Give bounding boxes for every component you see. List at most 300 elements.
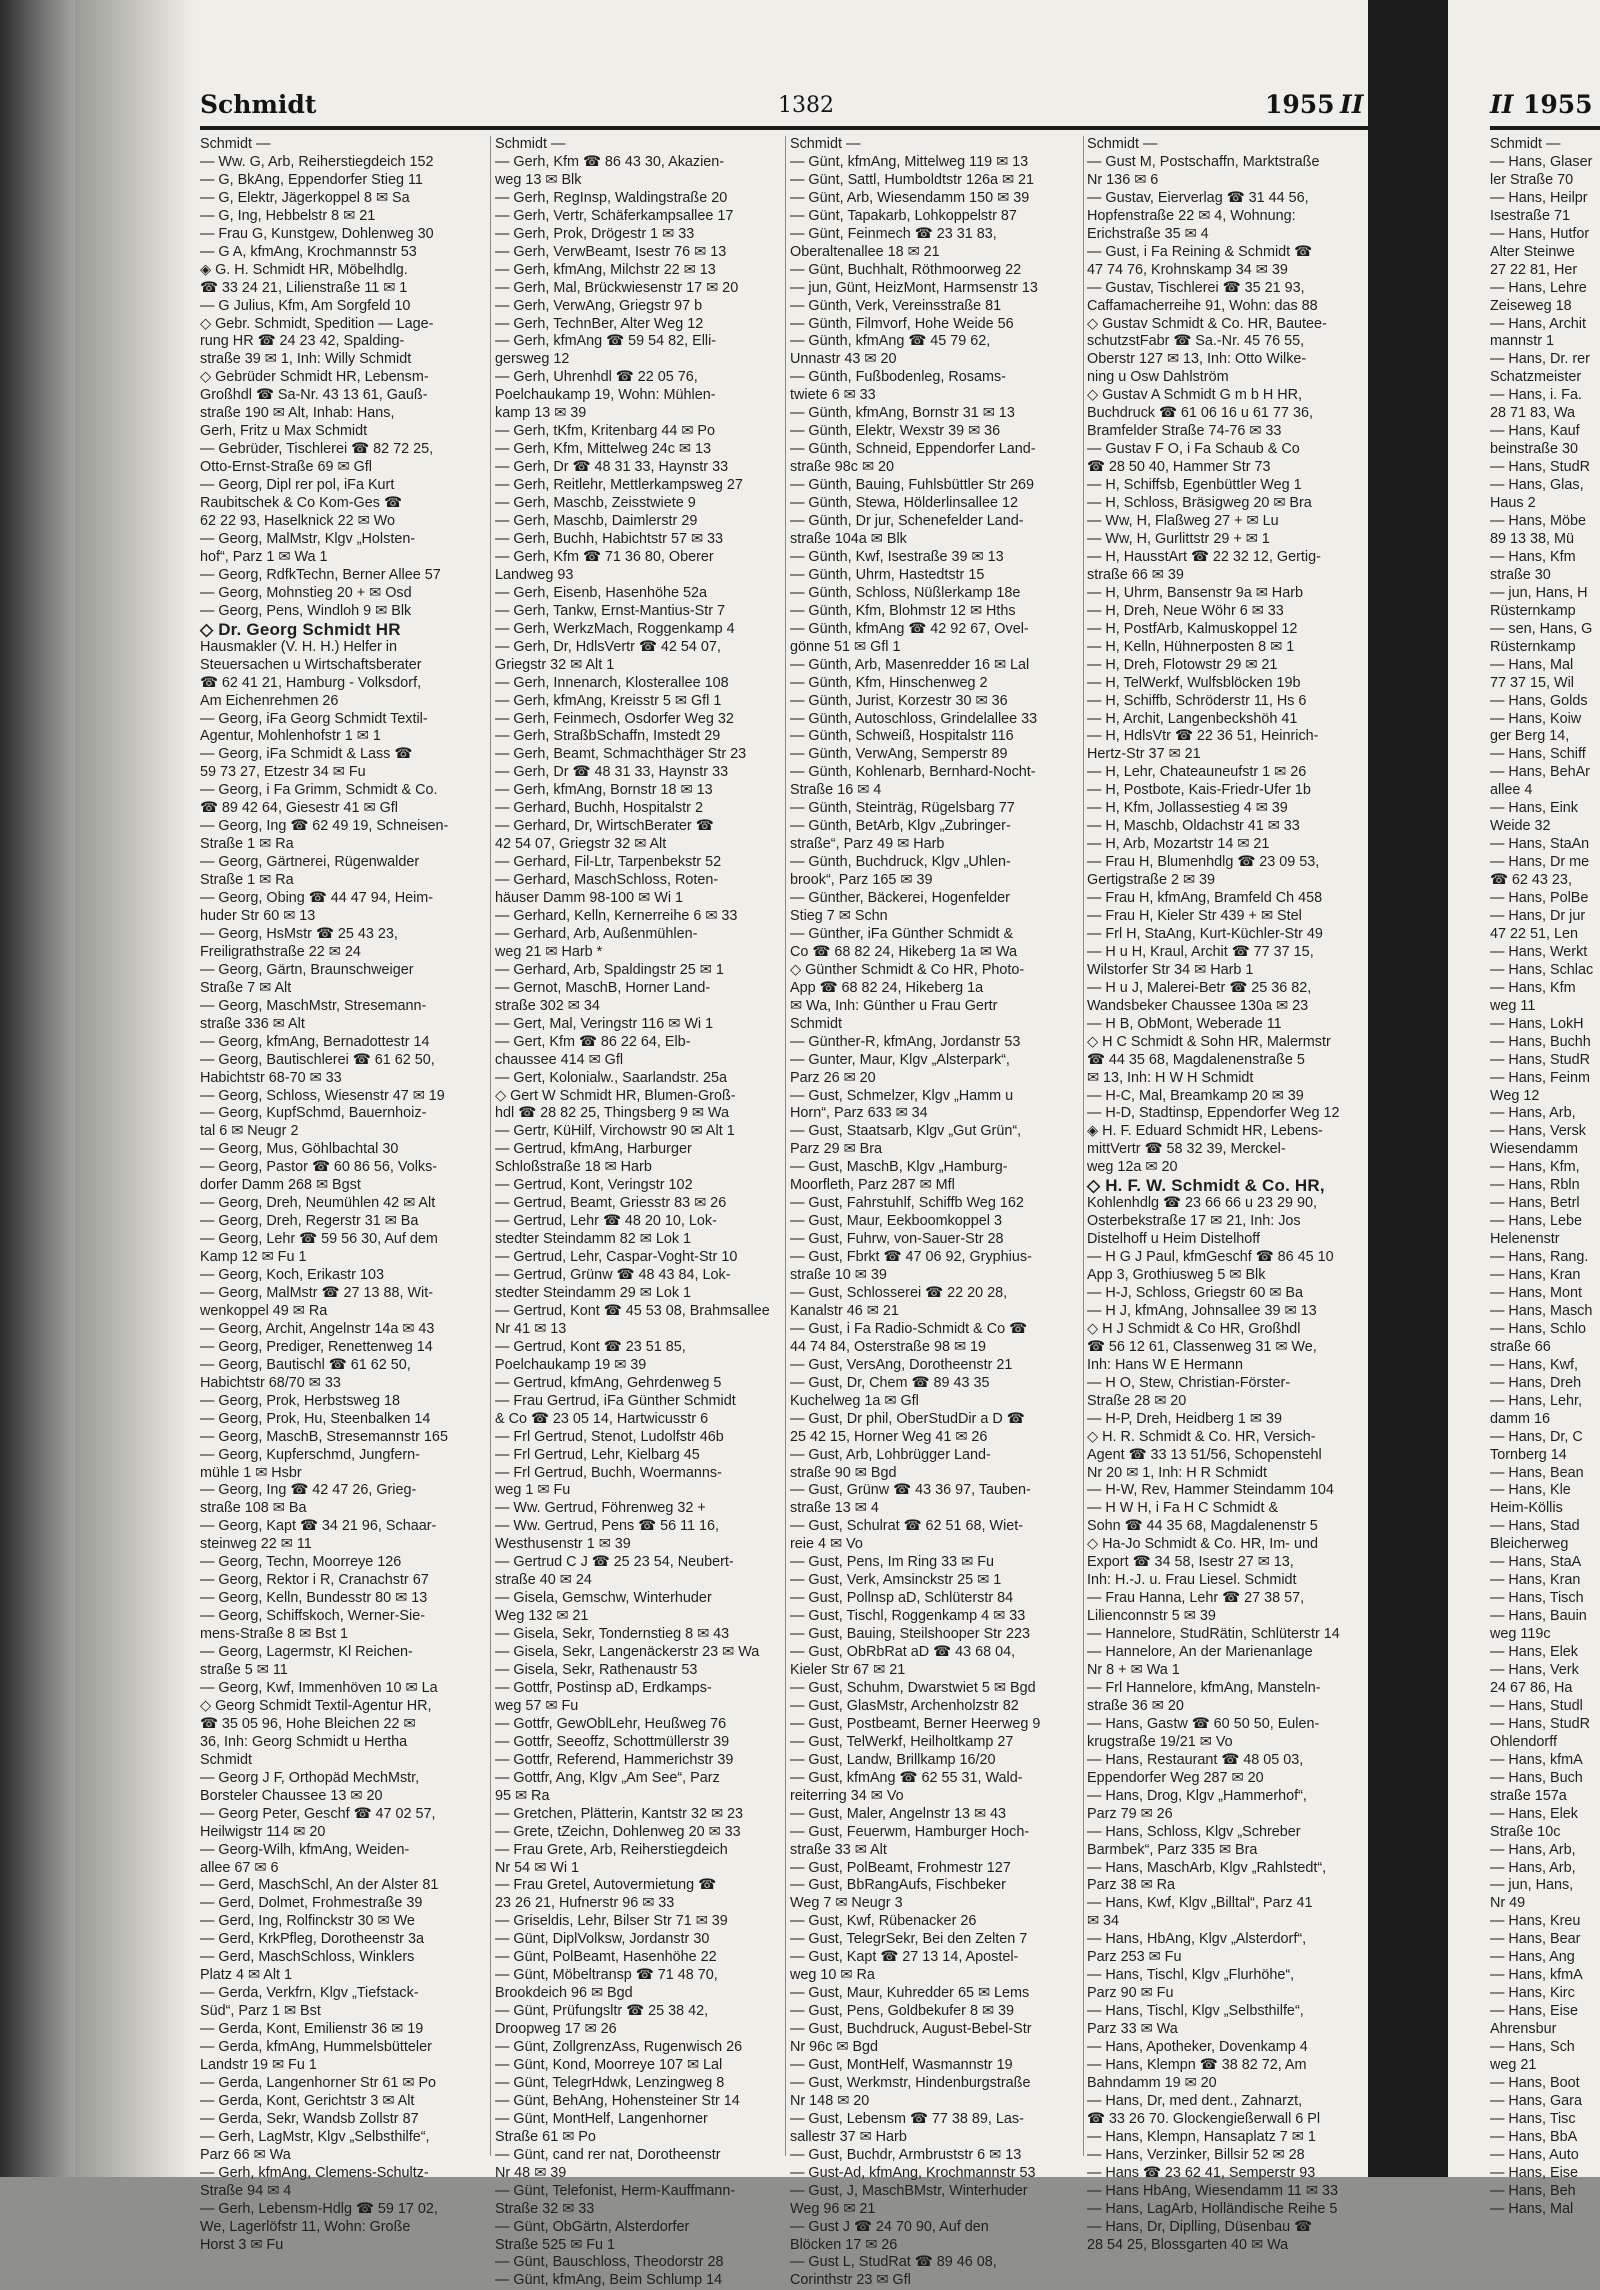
directory-entry-line: — Gottfr, Postinsp aD, Erdkamps- — [495, 1679, 712, 1696]
running-head-volume: II — [1340, 90, 1364, 119]
book-gutter — [1368, 0, 1448, 2177]
directory-entry-line: — H, TelWerkf, Wulfsblöcken 19b — [1087, 674, 1301, 691]
directory-entry-line: — Günt, Tapakarb, Lohkoppelstr 87 — [790, 207, 1017, 224]
directory-entry-line: — Gust, J, MaschBMstr, Winterhuder — [790, 2182, 1028, 2199]
directory-entry-line: — H, Kelln, Hühnerposten 8 ✉ 1 — [1087, 638, 1295, 655]
directory-column-2 — [495, 136, 781, 2289]
directory-entry-line: schutzstFabr ☎ Sa.-Nr. 45 76 55, — [1087, 333, 1305, 350]
directory-entry-line: weg 10 ✉ Ra — [790, 1967, 875, 1984]
directory-entry-line: Parz 66 ✉ Wa — [200, 2146, 291, 2163]
directory-entry-line: ◇ Gebrüder Schmidt HR, Lebensm- — [200, 369, 429, 386]
directory-entry-line: — Gertrud, Kont ☎ 23 51 85, — [495, 1338, 686, 1355]
directory-entry-line: Schatzmeister — [1490, 369, 1582, 386]
directory-entry-line: — Frau H, Blumenhdlg ☎ 23 09 53, — [1087, 854, 1320, 871]
directory-entry-line: — Hans, Arb, — [1490, 1105, 1576, 1122]
directory-entry-line: Ohlendorff — [1490, 1733, 1557, 1750]
directory-entry-line: ☎ 62 41 21, Hamburg - Volksdorf, — [200, 674, 422, 691]
directory-entry-line: — Gust, Pens, Im Ring 33 ✉ Fu — [790, 1554, 995, 1571]
directory-entry-line: — Gust, Buchdr, Armbruststr 6 ✉ 13 — [790, 2146, 1022, 2163]
directory-entry-line: — Hans, Tisc — [1490, 2110, 1576, 2127]
directory-entry-line: ◇ H. R. Schmidt & Co. HR, Versich- — [1087, 1428, 1316, 1445]
directory-entry-line: — Gert, Kfm ☎ 86 22 64, Elb- — [495, 1033, 691, 1050]
directory-entry-line: — Gustav, Tischlerei ☎ 35 21 93, — [1087, 279, 1305, 296]
directory-entry-line: — Günth, Autoschloss, Grindelallee 33 — [790, 710, 1038, 727]
directory-entry-line: Nr 8 + ✉ Wa 1 — [1087, 1662, 1180, 1679]
directory-entry-line: — Hans, Tisch — [1490, 1590, 1584, 1607]
directory-entry-line: Straße 525 ✉ Fu 1 — [495, 2236, 616, 2253]
directory-entry-line: — Hans, Mal — [1490, 2200, 1574, 2217]
directory-entry-line: Großhdl ☎ Sa-Nr. 43 13 61, Gauß- — [200, 387, 428, 404]
directory-entry-line: — Georg-Wilh, kfmAng, Weiden- — [200, 1841, 410, 1858]
directory-entry-line: — Hans, Buchh — [1490, 1033, 1591, 1050]
directory-entry-line: — Gerda, Verkfrn, Klgv „Tiefstack- — [200, 1985, 419, 2002]
directory-entry-line: — Günt, MontHelf, Langenhorner — [495, 2110, 708, 2127]
directory-entry-line: — Gerh, StraßbSchaffn, Imstedt 29 — [495, 728, 721, 745]
directory-entry-line: — Gerda, Sekr, Wandsb Zollstr 87 — [200, 2110, 419, 2127]
directory-entry-line: — Grete, tZeichn, Dohlenweg 20 ✉ 33 — [495, 1823, 741, 1840]
directory-entry-line: — Hans, Mont — [1490, 1285, 1582, 1301]
directory-entry-line: Straße 1 ✉ Ra — [200, 836, 294, 853]
directory-entry-line: — Georg, Pens, Windloh 9 ✉ Blk — [200, 602, 412, 619]
directory-entry-line: — Gerh, Beamt, Schmachthäger Str 23 — [495, 746, 747, 763]
facing-page — [1448, 0, 1600, 2217]
directory-entry-line: — Hans, Dreh — [1490, 1374, 1582, 1391]
directory-entry-line: — Gerh, LagMstr, Klgv „Selbsthilfe“, — [200, 2128, 430, 2145]
directory-entry-line: weg 11 — [1490, 997, 1536, 1014]
directory-entry-line: — Georg, Kapt ☎ 34 21 96, Schaar- — [200, 1518, 437, 1535]
directory-entry-line: Distelhoff u Heim Distelhoff — [1087, 1231, 1261, 1248]
directory-entry-line: — Hans, Kfm, — [1490, 1159, 1580, 1176]
directory-entry-line: allee 67 ✉ 6 — [200, 1859, 279, 1876]
directory-entry-line: — Gust, Buchdruck, August-Bebel-Str — [790, 2021, 1032, 2038]
directory-entry-line: — Günt, Feinmech ☎ 23 31 83, — [790, 225, 997, 242]
directory-entry-line: allee 4 — [1490, 782, 1533, 799]
directory-entry-line: — Hans, Kfm — [1490, 979, 1576, 996]
directory-entry-line: — jun, Günt, HeizMont, Harmsenstr 13 — [790, 279, 1038, 296]
directory-entry-line: — Gustav F O, i Fa Schaub & Co — [1087, 441, 1300, 458]
directory-entry-line: — Gust, Landw, Brillkamp 16/20 — [790, 1751, 996, 1768]
directory-entry-line: — Gerda, Kont, Emilienstr 36 ✉ 19 — [200, 2021, 424, 2038]
directory-entry-line: — Günth, Schneid, Eppendorfer Land- — [790, 441, 1036, 458]
directory-entry-line: — Hans, Dr, Diplling, Düsenbau ☎ — [1087, 2218, 1313, 2235]
directory-entry-line: — Georg, Techn, Moorreye 126 — [200, 1554, 402, 1571]
directory-entry-line: — G Julius, Kfm, Am Sorgfeld 10 — [200, 297, 411, 314]
directory-entry-line: — Hans, Masch — [1490, 1302, 1593, 1319]
directory-entry-line: — Hans, Restaurant ☎ 48 05 03, — [1087, 1751, 1304, 1768]
directory-entry-line: — Hans, Eise — [1490, 2164, 1578, 2181]
directory-entry-line: Wilstorfer Str 34 ✉ Harb 1 — [1087, 961, 1254, 978]
directory-entry-line: — Günt, BehAng, Hohensteiner Str 14 — [495, 2092, 740, 2109]
directory-entry-line: — Gust, GlasMstr, Archenholzstr 82 — [790, 1697, 1019, 1714]
binding-shadow — [75, 0, 195, 2177]
directory-entry-line: — Gust, Lebensm ☎ 77 38 89, Las- — [790, 2110, 1024, 2127]
directory-entry-line: — Gerda, Kont, Gerichtstr 3 ✉ Alt — [200, 2092, 415, 2109]
directory-entry-line: — Georg, Prok, Herbstsweg 18 — [200, 1392, 400, 1409]
directory-entry-line: — Hans, Gastw ☎ 60 50 50, Eulen- — [1087, 1715, 1320, 1732]
directory-entry-line: ◇ Dr. Georg Schmidt HR — [200, 619, 401, 639]
directory-entry-line: — Frl Gertrud, Lehr, Kielbarg 45 — [495, 1446, 700, 1463]
directory-entry-line: — Günth, Fußbodenleg, Rosams- — [790, 369, 1006, 386]
directory-entry-line: — Hans, kfmA — [1490, 1967, 1583, 1984]
directory-entry-line: 28 54 25, Blossgarten 40 ✉ Wa — [1087, 2236, 1289, 2253]
directory-entry-line: — Georg, RdfkTechn, Berner Allee 57 — [200, 566, 441, 583]
directory-entry-line: — Gust, Feuerwm, Hamburger Hoch- — [790, 1823, 1030, 1840]
column-separator — [490, 136, 491, 2156]
directory-entry-line: — Hans, Schloss, Klgv „Schreber — [1087, 1823, 1301, 1840]
directory-entry-line: straße 40 ✉ 24 — [495, 1572, 592, 1589]
directory-entry-line: — Gust, Dr, Chem ☎ 89 43 35 — [790, 1374, 990, 1391]
directory-entry-line: weg 57 ✉ Fu — [495, 1697, 579, 1714]
directory-entry-line: Inh: H.-J. u. Frau Liesel. Schmidt — [1087, 1572, 1297, 1589]
directory-entry-line: — Frau H, kfmAng, Bramfeld Ch 458 — [1087, 890, 1323, 907]
directory-entry-line: — Hans, Elek — [1490, 1644, 1578, 1661]
page-number: 1382 — [778, 93, 834, 118]
directory-entry-line: — Georg, Koch, Erikastr 103 — [200, 1267, 384, 1284]
directory-entry-line: straße 336 ✉ Alt — [200, 1015, 305, 1032]
directory-entry-line: — Gerd, Ing, Rolfinckstr 30 ✉ We — [200, 1913, 415, 1930]
directory-entry-line: — Gerh, Dr, HdlsVertr ☎ 42 54 07, — [495, 638, 721, 655]
directory-entry-line: — Gust, Pollnsp aD, Schlüterstr 84 — [790, 1590, 1014, 1607]
directory-entry-line: — Georg, Obing ☎ 44 47 94, Heim- — [200, 890, 434, 907]
directory-entry-line: — Hans, Beh — [1490, 2182, 1576, 2199]
directory-entry-line: — Griseldis, Lehr, Bilser Str 71 ✉ 39 — [495, 1913, 728, 1930]
directory-entry-line: mannstr 1 — [1490, 333, 1554, 350]
directory-entry-line: Parz 253 ✉ Fu — [1087, 1949, 1182, 1966]
directory-entry-line: Buchdruck ☎ 61 06 16 u 61 77 36, — [1087, 405, 1313, 422]
directory-entry-line: — H O, Stew, Christian-Förster- — [1087, 1374, 1291, 1391]
directory-entry-line: — Gust, Staatsarb, Klgv „Gut Grün“, — [790, 1123, 1022, 1140]
directory-entry-line: ☎ 62 43 23, — [1490, 872, 1572, 889]
directory-entry-line: — Hans, Ang — [1490, 1949, 1575, 1966]
directory-entry-line: straße 90 ✉ Bgd — [790, 1464, 897, 1481]
directory-entry-line: — Hannelore, An der Marienanlage — [1087, 1644, 1313, 1661]
directory-entry-line: 44 74 84, Osterstraße 98 ✉ 19 — [790, 1338, 987, 1355]
directory-entry-line: ning u Osw Dahlström — [1087, 369, 1229, 386]
directory-entry-line: ☎ 35 05 96, Hohe Bleichen 22 ✉ — [200, 1715, 416, 1732]
directory-entry-line: — Gertrud, Grünw ☎ 48 43 84, Lok- — [495, 1267, 731, 1284]
directory-entry-line: — Hans, Kwf, — [1490, 1356, 1578, 1373]
directory-entry-line: — Gretchen, Plätterin, Kantstr 32 ✉ 23 — [495, 1805, 744, 1822]
directory-entry-line: — Hans, Glaser — [1490, 153, 1593, 170]
directory-entry-line: — Georg, Lehr ☎ 59 56 30, Auf dem — [200, 1231, 438, 1248]
directory-entry-line: — Günth, Arb, Masenredder 16 ✉ Lal — [790, 656, 1030, 673]
directory-entry-line: — Gertrud C J ☎ 25 23 54, Neubert- — [495, 1554, 734, 1571]
directory-entry-line: Borsteler Chaussee 13 ✉ 20 — [200, 1787, 383, 1804]
directory-entry-line: Eppendorfer Weg 287 ✉ 20 — [1087, 1769, 1264, 1786]
directory-entry-line: — Ww, H, Gurlittstr 29 + ✉ 1 — [1087, 530, 1270, 547]
directory-entry-line: Nr 148 ✉ 20 — [790, 2092, 870, 2109]
directory-entry-line: — Gerh, Kfm ☎ 71 36 80, Oberer — [495, 548, 714, 565]
directory-entry-line: — Gust, Fbrkt ☎ 47 06 92, Gryphius- — [790, 1249, 1032, 1266]
directory-entry-line: wenkoppel 49 ✉ Ra — [200, 1302, 328, 1319]
directory-entry-line: Platz 4 ✉ Alt 1 — [200, 1967, 293, 1984]
directory-entry-line: — Frau G, Kunstgew, Dohlenweg 30 — [200, 225, 434, 242]
directory-entry-line: — H, HausstArt ☎ 22 32 12, Gertig- — [1087, 548, 1321, 565]
directory-entry-line: — H-J, Schloss, Griegstr 60 ✉ Ba — [1087, 1285, 1303, 1301]
directory-entry-line: — Georg, Bautischl ☎ 61 62 50, — [200, 1356, 411, 1373]
directory-entry-line: — Hans, PolBe — [1490, 890, 1589, 907]
directory-entry-line: Nr 49 — [1490, 1895, 1526, 1912]
directory-entry-line: Bahndamm 19 ✉ 20 — [1087, 2074, 1217, 2091]
directory-column-4 — [1087, 136, 1377, 2253]
directory-entry-line: — G, Ing, Hebbelstr 8 ✉ 21 — [200, 207, 376, 224]
directory-entry-line: — Gertrud, kfmAng, Gehrdenweg 5 — [495, 1374, 722, 1391]
directory-entry-line: — Günt, Telefonist, Herm-Kauffmann- — [495, 2182, 736, 2199]
running-head-year: 1955 — [1265, 90, 1335, 119]
directory-entry-line: — Hans, Sch — [1490, 2039, 1575, 2056]
directory-entry-line: — Gust, Maur, Eekboomkoppel 3 — [790, 1213, 1002, 1230]
directory-entry-line: — Hans, StudR — [1490, 1051, 1590, 1068]
directory-entry-line: — Gerh, Maschb, Daimlerstr 29 — [495, 513, 698, 530]
directory-entry-line: — H, Dreh, Neue Wöhr 6 ✉ 33 — [1087, 602, 1284, 619]
directory-entry-line: — Günth, Kfm, Hinschenweg 2 — [790, 674, 988, 691]
directory-entry-line: — Günth, Schweiß, Hospitalstr 116 — [790, 728, 1014, 745]
directory-entry-line: — Günth, Dr jur, Schenefelder Land- — [790, 513, 1024, 530]
directory-entry-line: ◇ H C Schmidt & Sohn HR, Malermstr — [1087, 1033, 1331, 1050]
directory-entry-line: 95 ✉ Ra — [495, 1787, 550, 1804]
directory-entry-line: Landstr 19 ✉ Fu 1 — [200, 2056, 317, 2073]
directory-entry-line: rung HR ☎ 24 23 42, Spalding- — [200, 333, 405, 350]
directory-entry-line: Habichtstr 68-70 ✉ 33 — [200, 1069, 342, 1086]
directory-entry-line: — Gerh, Buchh, Habichtstr 57 ✉ 33 — [495, 530, 724, 547]
directory-entry-line: — H J, kfmAng, Johnsallee 39 ✉ 13 — [1087, 1302, 1317, 1319]
directory-entry-line: straße 104a ✉ Blk — [790, 530, 907, 547]
directory-entry-line: — Gust, Grünw ☎ 43 36 97, Tauben- — [790, 1482, 1031, 1499]
directory-entry-line: ☎ 89 42 64, Giesestr 41 ✉ Gfl — [200, 800, 398, 817]
directory-entry-line: huder Str 60 ✉ 13 — [200, 907, 316, 924]
directory-entry-line: — Georg, Gärtnerei, Rügenwalder — [200, 854, 420, 871]
directory-entry-line: — Gust, kfmAng ☎ 62 55 31, Wald- — [790, 1769, 1023, 1786]
directory-entry-line: Nr 41 ✉ 13 — [495, 1320, 567, 1337]
directory-entry-line: straße 5 ✉ 11 — [200, 1662, 288, 1679]
directory-entry-line: We, Lagerlöfstr 11, Wohn: Große — [200, 2218, 411, 2235]
directory-entry-line: Weg 96 ✉ 21 — [790, 2200, 876, 2217]
directory-entry-line: Wandsbeker Chaussee 130a ✉ 23 — [1087, 997, 1309, 1014]
directory-entry-line: Hausmakler (V. H. H.) Helfer in — [200, 638, 397, 655]
directory-entry-line: Am Eichenrehmen 26 — [200, 692, 339, 709]
directory-entry-line: Nr 20 ✉ 1, Inh: H R Schmidt — [1087, 1464, 1268, 1481]
directory-entry-line: — Hans, Drog, Klgv „Hammerhof“, — [1087, 1787, 1307, 1804]
directory-entry-line: — Gerd, MaschSchl, An der Alster 81 — [200, 1877, 439, 1894]
directory-entry-line: — H, Maschb, Oldachstr 41 ✉ 33 — [1087, 818, 1300, 835]
directory-entry-line: — H, Arb, Mozartstr 14 ✉ 21 — [1087, 836, 1270, 853]
directory-entry-line: Parz 79 ✉ 26 — [1087, 1805, 1173, 1822]
directory-entry-line: — Gust, Kapt ☎ 27 13 14, Apostel- — [790, 1949, 1019, 1966]
directory-entry-line: — H, Dreh, Flotowstr 29 ✉ 21 — [1087, 656, 1278, 673]
directory-entry-line: — Gust, Tischl, Roggenkamp 4 ✉ 33 — [790, 1608, 1026, 1625]
directory-entry-line: Heim-Köllis — [1490, 1500, 1563, 1517]
directory-entry-line: straße 13 ✉ 4 — [790, 1500, 879, 1517]
directory-entry-line: — Hannelore, StudRätin, Schlüterstr 14 — [1087, 1626, 1340, 1643]
directory-entry-line: — H G J Paul, kfmGeschf ☎ 86 45 10 — [1087, 1249, 1334, 1266]
directory-entry-line: — Gerh, VerwAng, Griegstr 97 b — [495, 297, 703, 314]
directory-entry-line: Schloßstraße 18 ✉ Harb — [495, 1159, 652, 1176]
scan-shadow-left — [0, 0, 75, 2177]
directory-entry-line: Co ☎ 68 82 24, Hikeberg 1a ✉ Wa — [790, 943, 1018, 960]
directory-entry-line: — H-W, Rev, Hammer Steindamm 104 — [1087, 1482, 1334, 1499]
directory-entry-line: — Gust, Dr phil, OberStudDir a D ☎ — [790, 1410, 1025, 1427]
directory-entry-line: — Hans, Heilpr — [1490, 189, 1588, 206]
directory-entry-line: 27 22 81, Her — [1490, 261, 1578, 278]
directory-entry-line: — Hans, Versk — [1490, 1123, 1586, 1140]
directory-entry-line: — Hans, StaAn — [1490, 836, 1590, 853]
directory-entry-line: — Gertr, KüHilf, Virchowstr 90 ✉ Alt 1 — [495, 1123, 735, 1140]
directory-entry-line: — Georg, Mohnstieg 20 + ✉ Osd — [200, 584, 412, 601]
directory-entry-line: — Georg, Dreh, Regerstr 31 ✉ Ba — [200, 1213, 419, 1230]
directory-entry-line: straße 302 ✉ 34 — [495, 997, 600, 1014]
directory-entry-line: — H-P, Dreh, Heidberg 1 ✉ 39 — [1087, 1410, 1282, 1427]
directory-entry-line: Weg 7 ✉ Neugr 3 — [790, 1895, 903, 1912]
directory-entry-line: — Georg, Prok, Hu, Steenbalken 14 — [200, 1410, 431, 1427]
directory-entry-line: chaussee 414 ✉ Gfl — [495, 1051, 624, 1068]
directory-entry-line: — Günther, iFa Günther Schmidt & — [790, 925, 1014, 942]
directory-entry-line: ◇ Gustav A Schmidt G m b H HR, — [1087, 387, 1302, 404]
directory-entry-line: stedter Steindamm 29 ✉ Lok 1 — [495, 1285, 692, 1301]
directory-entry-line: — H, Kfm, Jollassestieg 4 ✉ 39 — [1087, 800, 1288, 817]
directory-entry-line: — Gerh, Dr ☎ 48 31 33, Haynstr 33 — [495, 764, 729, 781]
directory-entry-line: — Gerh, Uhrenhdl ☎ 22 05 76, — [495, 369, 698, 386]
directory-entry-line: — Gust, i Fa Reining & Schmidt ☎ — [1087, 243, 1313, 260]
directory-entry-line: — Günth, Elektr, Wexstr 39 ✉ 36 — [790, 423, 1001, 440]
directory-entry-line: — Georg, MalMstr ☎ 27 13 88, Wit- — [200, 1285, 434, 1301]
directory-entry-line: — Gust, Postbeamt, Berner Heerweg 9 — [790, 1715, 1041, 1732]
directory-entry-line: — Gerh, Maschb, Zeisstwiete 9 — [495, 495, 696, 512]
directory-entry-line: ✉ 13, Inh: H W H Schmidt — [1087, 1069, 1254, 1086]
directory-entry-line: — Hans, Bauin — [1490, 1608, 1587, 1625]
directory-entry-line: — Hans, Dr me — [1490, 854, 1590, 871]
directory-entry-line: — Gust, Maler, Angelnstr 13 ✉ 43 — [790, 1805, 1007, 1822]
directory-entry-line: reie 4 ✉ Vo — [790, 1536, 863, 1553]
directory-entry-line: mühle 1 ✉ Hsbr — [200, 1464, 302, 1481]
directory-entry-line: twiete 6 ✉ 33 — [790, 387, 876, 404]
directory-entry-line: — Hans, Dr, med dent., Zahnarzt, — [1087, 2092, 1303, 2109]
directory-entry-line: Schmidt — — [1087, 136, 1158, 152]
directory-entry-line: — Gerhard, Arb, Außenmühlen- — [495, 925, 698, 942]
directory-entry-line: — H u J, Malerei-Betr ☎ 25 36 82, — [1087, 979, 1312, 996]
directory-entry-line: — Gottfr, Seeoffz, Schottmüllerstr 39 — [495, 1733, 730, 1750]
directory-entry-line: — Gerhard, Buchh, Hospitalstr 2 — [495, 800, 703, 817]
directory-entry-line: — Hans, Dr jur — [1490, 907, 1586, 924]
directory-entry-line: — Hans, Kran — [1490, 1267, 1581, 1284]
directory-entry-line: — Gust L, StudRat ☎ 89 46 08, — [790, 2254, 997, 2271]
directory-entry-line: Schmidt — [790, 1015, 842, 1032]
directory-entry-line: — Günther, Bäckerei, Hogenfelder — [790, 890, 1010, 907]
directory-entry-line: — Günth, Filmvorf, Hohe Weide 56 — [790, 315, 1014, 332]
directory-entry-line: — Gernot, MaschB, Horner Land- — [495, 979, 711, 996]
directory-entry-line: — Georg, Schloss, Wiesenstr 47 ✉ 19 — [200, 1087, 445, 1104]
directory-entry-line: — Gertrud, Kont, Veringstr 102 — [495, 1177, 693, 1194]
directory-entry-line: Horn“, Parz 633 ✉ 34 — [790, 1105, 928, 1122]
directory-entry-line: 42 54 07, Griegstr 32 ✉ Alt — [495, 836, 667, 853]
directory-entry-line: Süd“, Parz 1 ✉ Bst — [200, 2003, 321, 2020]
directory-entry-line: Schmidt — — [1490, 136, 1561, 152]
directory-entry-line: — Hans, Kauf — [1490, 423, 1580, 440]
directory-entry-line: — Hans, LokH — [1490, 1015, 1584, 1032]
directory-entry-line: — Georg, i Fa Grimm, Schmidt & Co. — [200, 782, 438, 799]
directory-entry-line: — Frl Gertrud, Buchh, Woermanns- — [495, 1464, 722, 1481]
directory-entry-line: — Gust, Pens, Goldbekufer 8 ✉ 39 — [790, 2003, 1015, 2020]
directory-entry-line: — Gerh, kfmAng ☎ 59 54 82, Elli- — [495, 333, 717, 350]
directory-entry-line: Isestraße 71 — [1490, 207, 1570, 224]
directory-entry-line: — G, BkAng, Eppendorfer Stieg 11 — [200, 171, 423, 188]
directory-entry-line: — Frau Gertrud, iFa Günther Schmidt — [495, 1392, 736, 1409]
directory-entry-line: mittVertr ☎ 58 32 39, Merckel- — [1087, 1141, 1286, 1158]
directory-entry-line: — Gust, Schmelzer, Klgv „Hamm u — [790, 1087, 1014, 1104]
directory-entry-line: — Gerh, tKfm, Kritenbarg 44 ✉ Po — [495, 423, 716, 440]
directory-entry-line: — Gerh, Innenarch, Klosterallee 108 — [495, 674, 729, 691]
directory-entry-line: Parz 90 ✉ Fu — [1087, 1985, 1174, 2002]
directory-entry-line: — Günth, Kohlenarb, Bernhard-Nocht- — [790, 764, 1036, 781]
directory-entry-line: Straße 32 ✉ 33 — [495, 2200, 595, 2217]
directory-entry-line: — Günt, PolBeamt, Hasenhöhe 22 — [495, 1949, 717, 1966]
directory-entry-line: — Günt, Möbeltransp ☎ 71 48 70, — [495, 1967, 718, 1984]
directory-entry-line: ◈ G. H. Schmidt HR, Möbelhdlg. — [200, 261, 408, 278]
directory-entry-line: Ahrensbur — [1490, 2021, 1557, 2038]
directory-entry-line: — Georg, Dreh, Neumühlen 42 ✉ Alt — [200, 1195, 436, 1212]
directory-entry-line: — Günt, Prüfungsltr ☎ 25 38 42, — [495, 2003, 709, 2020]
directory-entry-line: — Georg, KupfSchmd, Bauernhoiz- — [200, 1105, 427, 1122]
directory-entry-line: — Ww. G, Arb, Reiherstiegdeich 152 — [200, 153, 434, 170]
directory-entry-line: — Gottfr, Referend, Hammerichstr 39 — [495, 1751, 734, 1768]
directory-entry-line: Schmidt — — [495, 136, 566, 152]
directory-entry-line: — Georg, Rektor i R, Cranachstr 67 — [200, 1572, 429, 1589]
directory-entry-line: straße 30 — [1490, 566, 1551, 583]
directory-entry-line: — Hans, Boot — [1490, 2074, 1580, 2091]
directory-entry-line: straße 36 ✉ 20 — [1087, 1697, 1184, 1714]
directory-entry-line: Tornberg 14 — [1490, 1446, 1567, 1463]
directory-entry-line: — Hans, i. Fa. — [1490, 387, 1582, 404]
directory-entry-line: weg 119c — [1490, 1626, 1551, 1643]
directory-entry-line: — Gerhard, Arb, Spaldingstr 25 ✉ 1 — [495, 961, 724, 978]
directory-entry-line: — Georg, Archit, Angelnstr 14a ✉ 43 — [200, 1320, 435, 1337]
directory-entry-line: Erichstraße 35 ✉ 4 — [1087, 225, 1209, 242]
directory-entry-line: — Gerd, KrkPfleg, Dorotheenstr 3a — [200, 1931, 424, 1948]
directory-entry-line: — Gertrud, Kont ☎ 45 53 08, Brahmsallee — [495, 1302, 770, 1319]
directory-entry-line: — Hans, Lehr, — [1490, 1392, 1582, 1409]
directory-entry-line: Raubitschek & Co Kom-Ges ☎ — [200, 495, 402, 512]
directory-column-3 — [790, 136, 1079, 2289]
directory-entry-line: — Hans, Kreu — [1490, 1913, 1581, 1930]
directory-entry-line: Kuchelweg 1a ✉ Gfl — [790, 1392, 919, 1409]
directory-entry-line: Zeiseweg 18 — [1490, 297, 1572, 314]
directory-entry-line: Straße 1 ✉ Ra — [200, 872, 294, 889]
directory-entry-line: — Hans, Hutfor — [1490, 225, 1590, 242]
directory-entry-line: — Hans, StudR — [1490, 459, 1590, 476]
directory-entry-line: — Hans, Koiw — [1490, 710, 1582, 727]
directory-entry-line: Haus 2 — [1490, 495, 1536, 512]
directory-entry-line: Inh: Hans W E Hermann — [1087, 1356, 1243, 1373]
directory-entry-line: Unnastr 43 ✉ 20 — [790, 351, 897, 368]
directory-entry-line: — Hans, HbAng, Klgv „Alsterdorf“, — [1087, 1931, 1307, 1948]
directory-entry-line: — Gerh, Tankw, Ernst-Mantius-Str 7 — [495, 602, 726, 619]
directory-entry-line: — G, Elektr, Jägerkoppel 8 ✉ Sa — [200, 189, 410, 206]
directory-entry-line: Steuersachen u Wirtschaftsberater — [200, 656, 422, 673]
directory-entry-line: — Hans, Bear — [1490, 1931, 1581, 1948]
directory-entry-line: sallestr 37 ✉ Harb — [790, 2128, 907, 2145]
directory-entry-line: ☎ 44 35 68, Magdalenenstraße 5 — [1087, 1051, 1305, 1068]
directory-entry-line: — Gust, Schulrat ☎ 62 51 68, Wiet- — [790, 1518, 1024, 1535]
directory-entry-line: — Frl Hannelore, kfmAng, Mansteln- — [1087, 1679, 1321, 1696]
directory-entry-line: — H W H, i Fa H C Schmidt & — [1087, 1500, 1279, 1517]
directory-entry-line: mens-Straße 8 ✉ Bst 1 — [200, 1626, 349, 1643]
directory-entry-line: — H, Postbote, Kais-Friedr-Ufer 1b — [1087, 782, 1311, 799]
directory-entry-line: ger Berg 14, — [1490, 728, 1570, 745]
directory-entry-line: Gertigstraße 2 ✉ 39 — [1087, 872, 1216, 889]
directory-entry-line: — Hans, Gara — [1490, 2092, 1582, 2109]
directory-entry-line: — Gerh, WerkzMach, Roggenkamp 4 — [495, 620, 735, 637]
directory-entry-line: Rüsternkamp — [1490, 638, 1576, 655]
directory-entry-line: Blöcken 17 ✉ 26 — [790, 2236, 898, 2253]
